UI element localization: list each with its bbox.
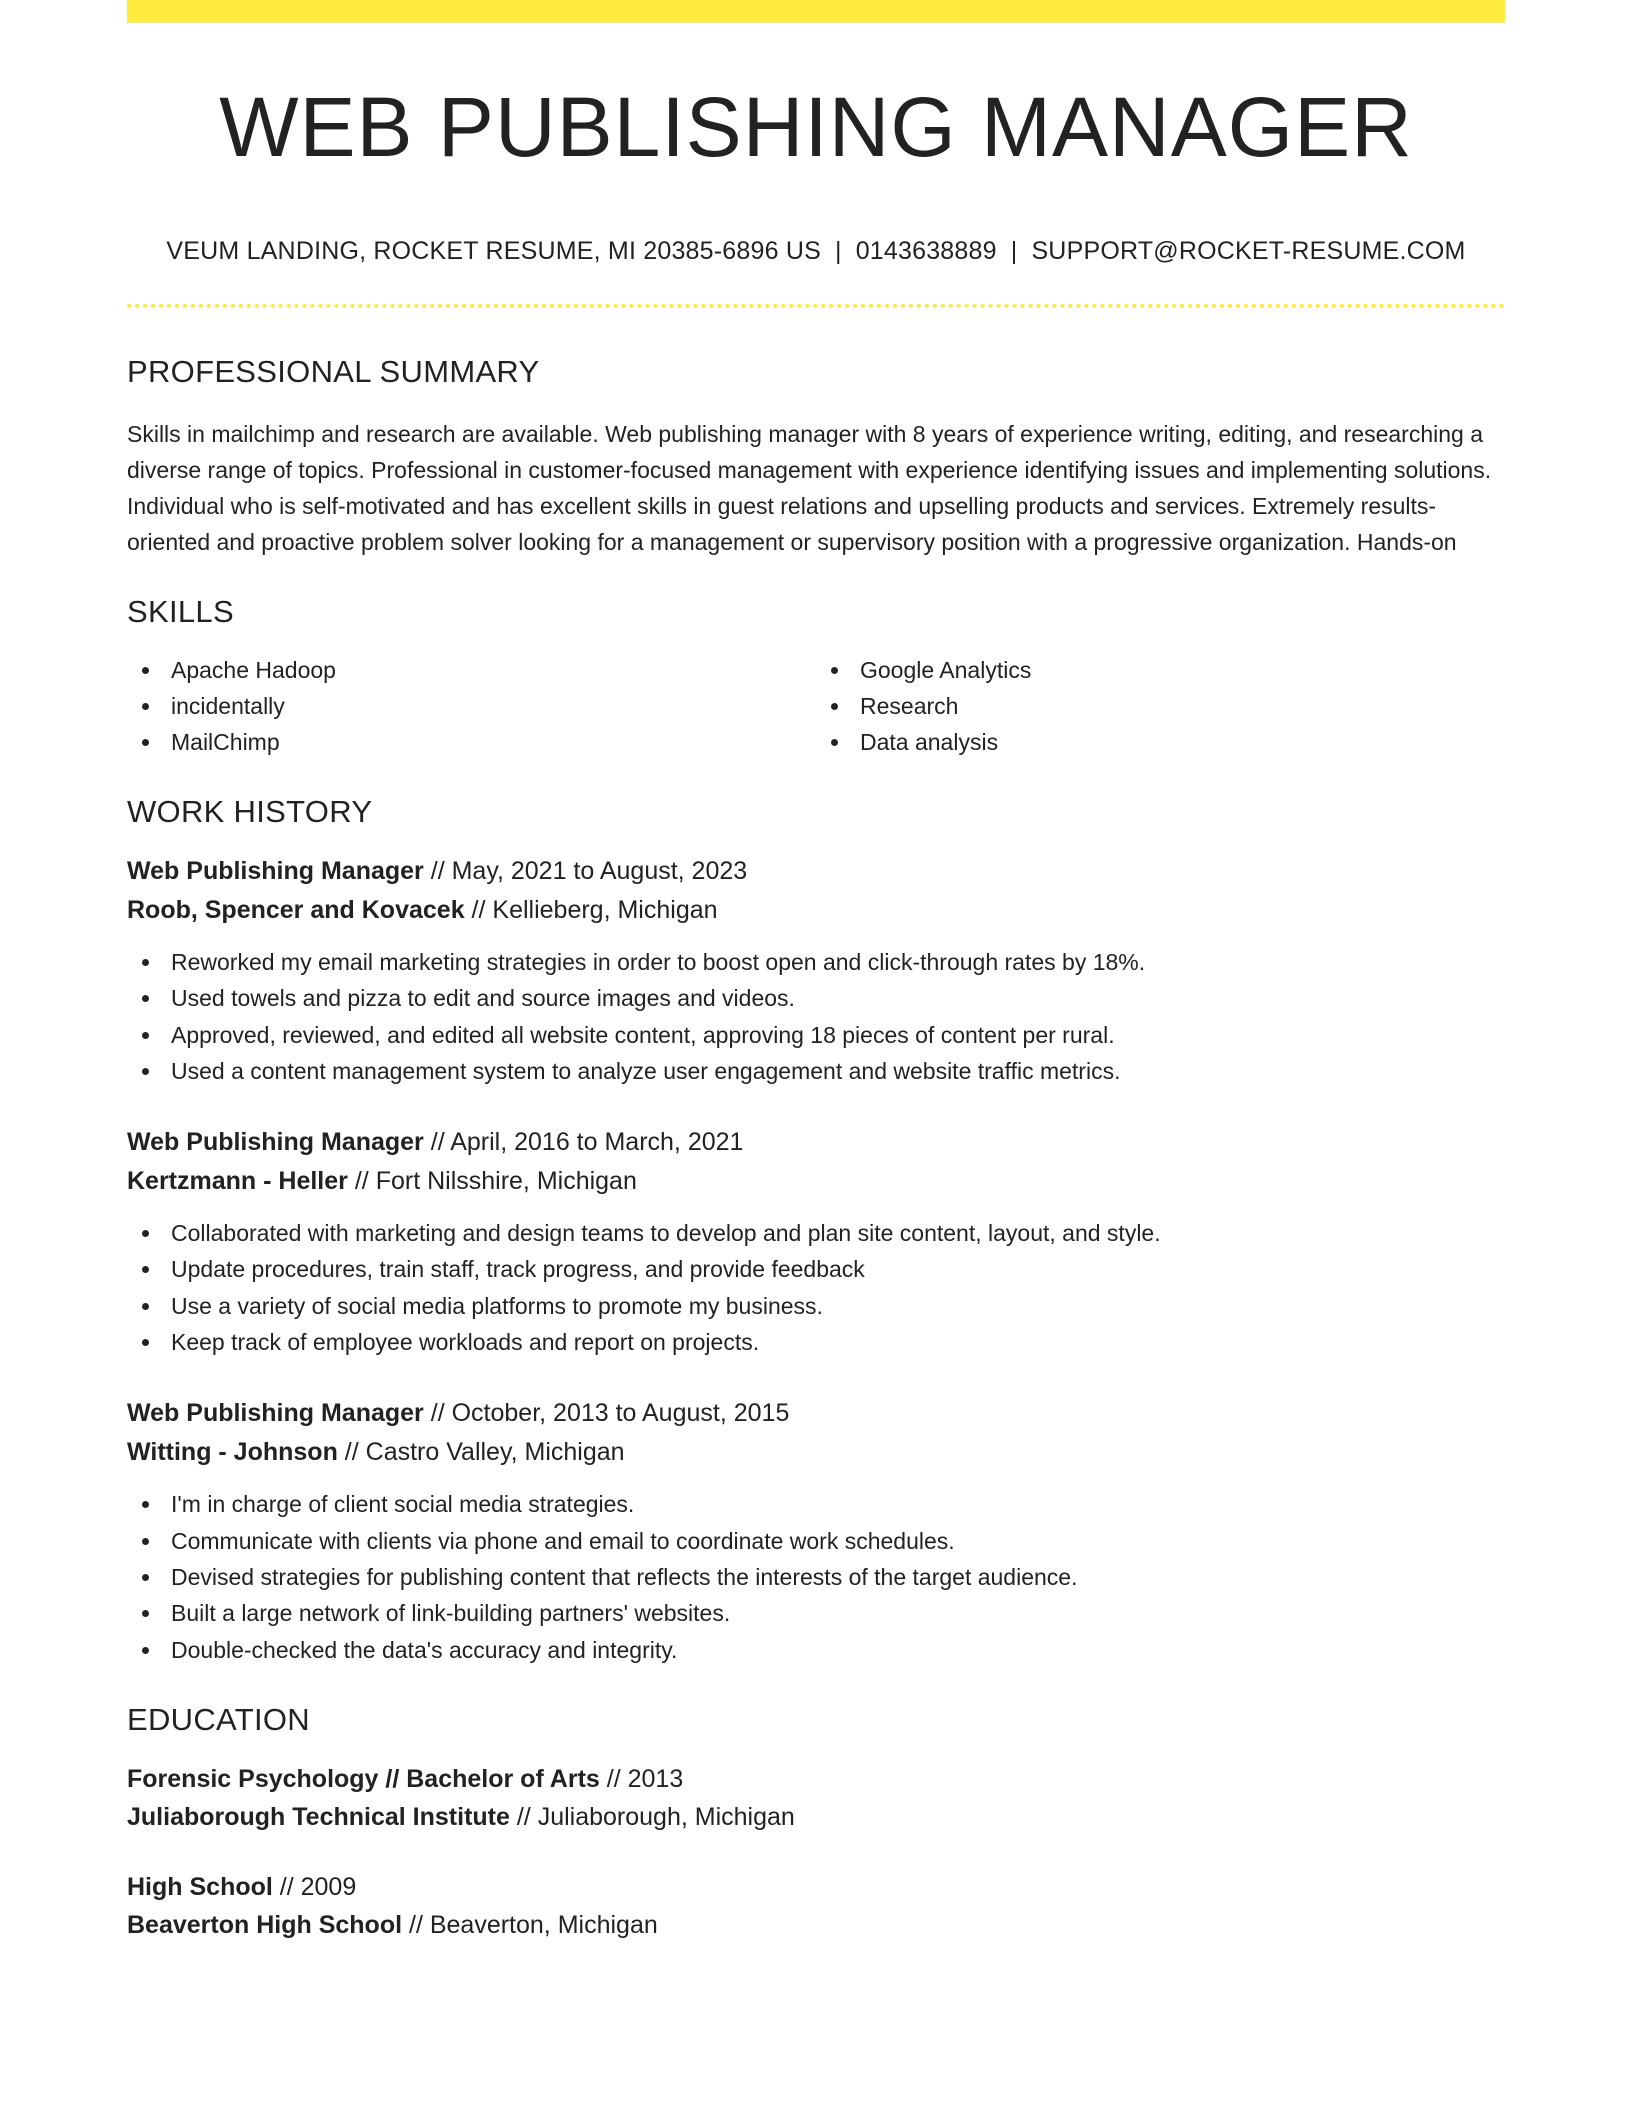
edu-degree: Forensic Psychology // Bachelor of Arts bbox=[127, 1764, 600, 1793]
job-role-line bbox=[127, 852, 1505, 891]
edu-degree-line bbox=[127, 1760, 1505, 1798]
edu-year: 2013 bbox=[627, 1764, 684, 1793]
job-bullet: Collaborated with marketing and design teams to develop and plan site content, layout, and style. bbox=[127, 1215, 1505, 1251]
job-bullet: Communicate with clients via phone and email to coordinate work schedules. bbox=[127, 1523, 1505, 1559]
job-bullet-list bbox=[127, 944, 1505, 1089]
job-bullet: Used a content management system to analyze user engagement and website traffic metrics. bbox=[127, 1053, 1505, 1089]
edu-location: Juliaborough, Michigan bbox=[537, 1802, 795, 1831]
skill-item: Research bbox=[816, 688, 1505, 724]
delimiter: // bbox=[337, 1438, 366, 1467]
job-bullet: Reworked my email marketing strategies in order to boost open and click-through rates by 18%. bbox=[127, 944, 1505, 980]
job-bullet-list bbox=[127, 1215, 1505, 1360]
skill-item: Data analysis bbox=[816, 724, 1505, 760]
contact-separator: | bbox=[834, 237, 842, 265]
job-location: Fort Nilsshire, Michigan bbox=[375, 1167, 637, 1196]
job-entry bbox=[127, 1394, 1505, 1472]
job-bullet: I'm in charge of client social media strategies. bbox=[127, 1486, 1505, 1522]
job-location: Castro Valley, Michigan bbox=[365, 1438, 625, 1467]
contact-separator: | bbox=[1010, 237, 1018, 265]
edu-school-line bbox=[127, 1798, 1505, 1836]
delimiter: // bbox=[423, 1399, 452, 1428]
resume-title: WEB PUBLISHING MANAGER bbox=[219, 80, 1413, 174]
job-role-line bbox=[127, 1123, 1505, 1162]
job-company: Kertzmann - Heller bbox=[127, 1167, 348, 1196]
delimiter: // bbox=[464, 896, 493, 924]
skills-column-right bbox=[816, 652, 1505, 760]
skills-heading: SKILLS bbox=[127, 594, 234, 629]
education-heading: EDUCATION bbox=[127, 1701, 310, 1737]
skill-item: Google Analytics bbox=[816, 652, 1505, 688]
edu-school-line bbox=[127, 1906, 1505, 1944]
edu-location: Beaverton, Michigan bbox=[429, 1910, 658, 1939]
summary-heading: PROFESSIONAL SUMMARY bbox=[127, 354, 540, 389]
job-role: Web Publishing Manager bbox=[127, 1128, 424, 1157]
delimiter: // bbox=[272, 1872, 301, 1901]
edu-school: Juliaborough Technical Institute bbox=[127, 1802, 510, 1831]
job-bullet: Update procedures, train staff, track progress, and provide feedback bbox=[127, 1251, 1505, 1287]
job-bullet: Used towels and pizza to edit and source images and videos. bbox=[127, 980, 1505, 1016]
job-bullet: Use a variety of social media platforms to promote my business. bbox=[127, 1288, 1505, 1324]
edu-degree-line bbox=[127, 1868, 1505, 1906]
contact-address: VEUM LANDING, ROCKET RESUME, MI 20385-6896 US bbox=[166, 237, 821, 265]
education-entry bbox=[127, 1868, 1505, 1944]
job-dates: October, 2013 to August, 2015 bbox=[451, 1399, 790, 1428]
delimiter: // bbox=[599, 1764, 628, 1793]
delimiter: // bbox=[509, 1802, 538, 1831]
skills-list bbox=[127, 652, 1505, 760]
job-location: Kellieberg, Michigan bbox=[492, 896, 718, 924]
job-bullet: Approved, reviewed, and edited all website content, approving 18 pieces of content per rural. bbox=[127, 1017, 1505, 1053]
accent-top-bar bbox=[127, 0, 1505, 23]
edu-school: Beaverton High School bbox=[127, 1910, 403, 1939]
edu-degree: High School bbox=[127, 1872, 273, 1901]
edu-year: 2009 bbox=[300, 1872, 357, 1901]
delimiter: // bbox=[423, 1128, 451, 1157]
contact-phone: 0143638889 bbox=[855, 237, 997, 265]
job-bullet-list bbox=[127, 1486, 1505, 1667]
job-entry bbox=[127, 852, 1505, 930]
job-company-line bbox=[127, 891, 1505, 930]
job-company-line bbox=[127, 1162, 1505, 1201]
skill-item: incidentally bbox=[127, 688, 816, 724]
job-bullet: Built a large network of link-building partners' websites. bbox=[127, 1595, 1505, 1631]
education-entry bbox=[127, 1760, 1505, 1836]
contact-line bbox=[127, 237, 1505, 266]
job-role: Web Publishing Manager bbox=[127, 1399, 424, 1428]
job-role: Web Publishing Manager bbox=[127, 857, 424, 885]
job-bullet: Keep track of employee workloads and report on projects. bbox=[127, 1324, 1505, 1360]
delimiter: // bbox=[347, 1167, 376, 1196]
work-history-heading: WORK HISTORY bbox=[127, 794, 373, 829]
job-company: Roob, Spencer and Kovacek bbox=[127, 896, 465, 924]
delimiter: // bbox=[423, 857, 452, 885]
job-role-line bbox=[127, 1394, 1505, 1433]
job-bullet: Double-checked the data's accuracy and integrity. bbox=[127, 1632, 1505, 1668]
job-dates: April, 2016 to March, 2021 bbox=[450, 1128, 744, 1157]
summary-text: Skills in mailchimp and research are available. Web publishing manager with 8 years of experience writing, editing, and researching a diverse range of topics. Professional in customer-focused management with experience identifying issues and implementing solutions. Individual who is self-motivated and has excellent skills in guest relations and upselling products and services. Extremely results-oriented and proactive problem solver looking for a management or supervisory position with a progressive organization. Hands-on bbox=[127, 421, 1492, 555]
job-bullet: Devised strategies for publishing content that reflects the interests of the target audience. bbox=[127, 1559, 1505, 1595]
skill-item: MailChimp bbox=[127, 724, 816, 760]
dotted-divider bbox=[127, 304, 1505, 308]
skill-item: Apache Hadoop bbox=[127, 652, 816, 688]
skills-column-left bbox=[127, 652, 816, 760]
job-company: Witting - Johnson bbox=[127, 1438, 338, 1467]
job-entry bbox=[127, 1123, 1505, 1201]
contact-email: SUPPORT@ROCKET-RESUME.COM bbox=[1031, 237, 1466, 265]
delimiter: // bbox=[402, 1910, 430, 1939]
job-dates: May, 2021 to August, 2023 bbox=[451, 857, 748, 885]
job-company-line bbox=[127, 1433, 1505, 1472]
